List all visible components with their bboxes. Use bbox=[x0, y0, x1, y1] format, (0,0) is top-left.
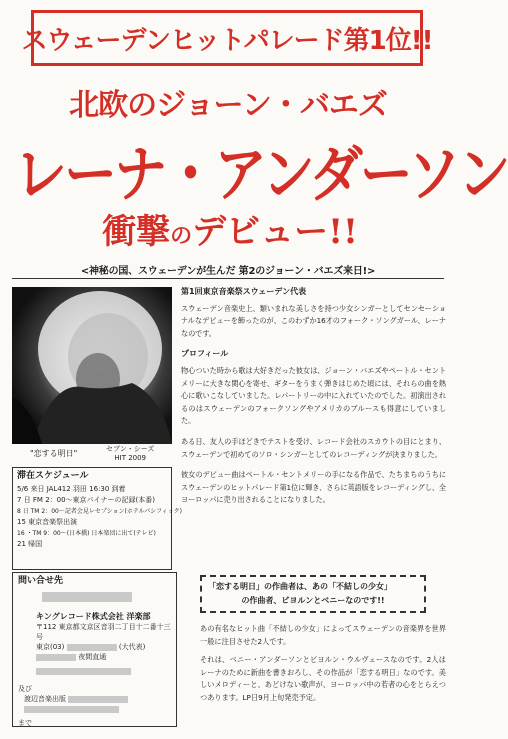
hit-parade-banner bbox=[21, 10, 433, 66]
redacted-block bbox=[36, 654, 76, 661]
schedule-row: 7 日 FM 2：00〜東京パイナーの記録(本番) bbox=[17, 496, 156, 504]
photo-caption-label-line1: セブン・シーズ bbox=[106, 445, 155, 453]
debut-word-no: の bbox=[170, 223, 193, 249]
redacted-block bbox=[24, 706, 119, 713]
contact-foot: まで bbox=[18, 719, 32, 727]
section-heading: 第1回東京音楽祭スウェーデン代表 bbox=[181, 287, 307, 296]
debut-word-debut: デビュー!! bbox=[192, 212, 358, 252]
contact-night-line: 夜間直通 bbox=[78, 653, 107, 661]
bottom-paragraph: それは、ベニー・アンダーソンとビヨルン・ウルヴェースなのです。2人はレーナのために新曲を書きおろし、その作品が「恋する明日」なのです。美しいメロディーと、あどけない歌声が、ヨーロッパ中の若者の心をとらえつつあります。LP日9月上旬発売予定。 bbox=[200, 655, 446, 702]
debut-word-impact: 衝撃 bbox=[102, 212, 171, 252]
redacted-block bbox=[67, 644, 117, 651]
schedule-title: 滞在スケジュール bbox=[17, 471, 89, 481]
contact-publisher: 渡辺音楽出版 bbox=[24, 695, 66, 703]
profile-heading: プロフィール bbox=[181, 349, 229, 359]
contact-phone-label: 東京(03) bbox=[36, 643, 65, 651]
right-column bbox=[181, 286, 446, 515]
profile-paragraph: ある日、友人の手ほどきでテストを受け、レコード会社のスカウトの目にとまり、スウェーデンで初めてのソロ・シンガーとしてのレコーディングが決まりました。 bbox=[181, 436, 446, 459]
contact-company: キングレコード株式会社 洋楽部 bbox=[36, 612, 151, 621]
photo-caption-title: "恋する明日" bbox=[30, 449, 78, 458]
schedule-box bbox=[12, 467, 182, 570]
schedule-row: 5/6 来日 JAL412 羽田 16:30 到着 bbox=[17, 485, 126, 493]
hit-parade-text: スウェーデンヒットパレード第1位!! bbox=[21, 25, 433, 56]
tagline: <神秘の国、スウェーデンが生んだ 第2のジョーン・バエズ来日!> bbox=[80, 266, 376, 277]
schedule-row: 8 日 TM 2：00〜記者会見レセプション(ホテルパシフィック) bbox=[17, 508, 182, 515]
composer-note-line: 「恋する明日」の作曲者は、あの「不結しの少女」 bbox=[208, 582, 392, 591]
profile-paragraph: 物心ついた時から歌は大好きだった彼女は、ジョーン・バエズやペートル・セントメリーに大きな関心を寄せ、ギターをうまく弾きはじめた頃には、それらの曲を熱心に歌いこなしていました。レパートリーの中に入れていたのでした。初演出されるのはスウェーデンのフォークソングやアメリカのブルースも得意にしていました。 bbox=[181, 365, 446, 426]
contact-phone-note: (大代表) bbox=[118, 643, 146, 651]
redacted-block bbox=[68, 696, 128, 703]
redacted-block bbox=[36, 668, 131, 675]
contact-and: 及び bbox=[18, 685, 32, 693]
schedule-row: 15 東京音楽祭出演 bbox=[17, 518, 78, 526]
schedule-row: 16 ・TM 9：00〜(日本橋) 日本楽団に出て(テレビ) bbox=[17, 530, 156, 537]
bottom-paragraphs bbox=[200, 623, 446, 705]
composer-note-line: の作曲者、ビヨルンとベニーなのです!! bbox=[241, 596, 385, 605]
contact-address: 〒112 東京都文京区音羽二丁目十二番十三号 bbox=[36, 623, 171, 641]
redacted-block bbox=[42, 592, 132, 602]
debut-headline bbox=[60, 204, 400, 253]
artist-name-headline: レーナ・アンダーソン bbox=[14, 139, 508, 210]
divider bbox=[12, 278, 444, 279]
artist-photo bbox=[12, 287, 172, 444]
photo-caption-label-line2: HIT 2009 bbox=[114, 454, 147, 462]
headline-nordic-baez: 北欧のジョーン・バエズ bbox=[69, 88, 387, 123]
intro-paragraph: スウェーデン音楽史上、類いまれな美しさを持つ少女シンガーとしてセンセーショナルなデビューを飾ったのが、このわずか16才のフォーク・ソングガール、レーナなのです。 bbox=[181, 303, 446, 338]
schedule-row: 21 帰国 bbox=[17, 540, 43, 548]
bottom-paragraph: あの有名なヒット曲「不結しの少女」によってスウェーデンの音楽界を世界一般に注目させた2人です。 bbox=[200, 624, 446, 646]
composer-note-box bbox=[200, 575, 426, 613]
photo-caption-label bbox=[106, 445, 154, 463]
artist-photo-image bbox=[12, 287, 172, 444]
contact-box bbox=[12, 572, 177, 727]
contact-title: 問い合せ先 bbox=[18, 576, 64, 586]
profile-paragraph: 彼女のデビュー曲はペートル・セントメリーの手になる作品で、たちまちのうちにスウェーデンのヒットパレード第1位に輝き、さらに英語版をレコーディングし、全ヨーロッパに売り出されることになりました。 bbox=[181, 470, 446, 505]
